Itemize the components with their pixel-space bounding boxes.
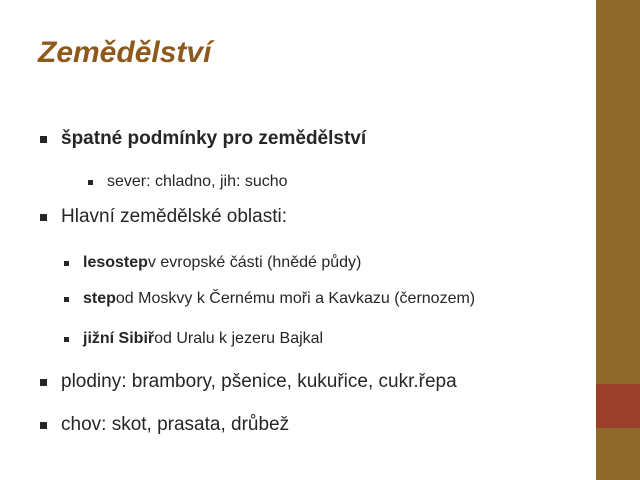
square-bullet-icon <box>64 337 69 342</box>
bullet-text: od Uralu k jezeru Bajkal <box>154 330 324 347</box>
square-bullet-icon <box>64 261 69 266</box>
square-bullet-icon <box>40 136 47 143</box>
sub-bullet-item <box>64 254 361 272</box>
sidebar-accent-block <box>596 384 640 428</box>
square-bullet-icon <box>40 379 47 386</box>
sub-bullet-item <box>64 330 323 348</box>
bullet-item <box>40 414 289 436</box>
square-bullet-icon <box>88 180 93 185</box>
bullet-bold-text: jižní Sibiř <box>83 330 155 347</box>
bullet-bold-text: špatné podmínky pro zemědělství <box>61 128 367 149</box>
slide-title: Zemědělství <box>38 36 212 69</box>
bullet-text: plodiny: brambory, pšenice, kukuřice, cukr.řepa <box>61 371 457 392</box>
square-bullet-icon <box>40 214 47 221</box>
bullet-bold-text: step <box>83 290 116 307</box>
bullet-item <box>40 206 287 228</box>
bullet-item <box>40 128 366 150</box>
square-bullet-icon <box>64 297 69 302</box>
bullet-text: chov: skot, prasata, drůbež <box>61 414 290 435</box>
bullet-text: od Moskvy k Černému moři a Kavkazu (černozem) <box>115 290 476 307</box>
bullet-text: v evropské části (hnědé půdy) <box>147 254 362 271</box>
bullet-text: sever: chladno, jih: sucho <box>107 173 288 190</box>
square-bullet-icon <box>40 422 47 429</box>
bullet-item <box>40 371 457 393</box>
sub-bullet-item <box>88 173 288 191</box>
sub-bullet-item <box>64 290 475 308</box>
bullet-bold-text: lesostep <box>83 254 148 271</box>
bullet-text: Hlavní zemědělské oblasti: <box>61 206 287 227</box>
